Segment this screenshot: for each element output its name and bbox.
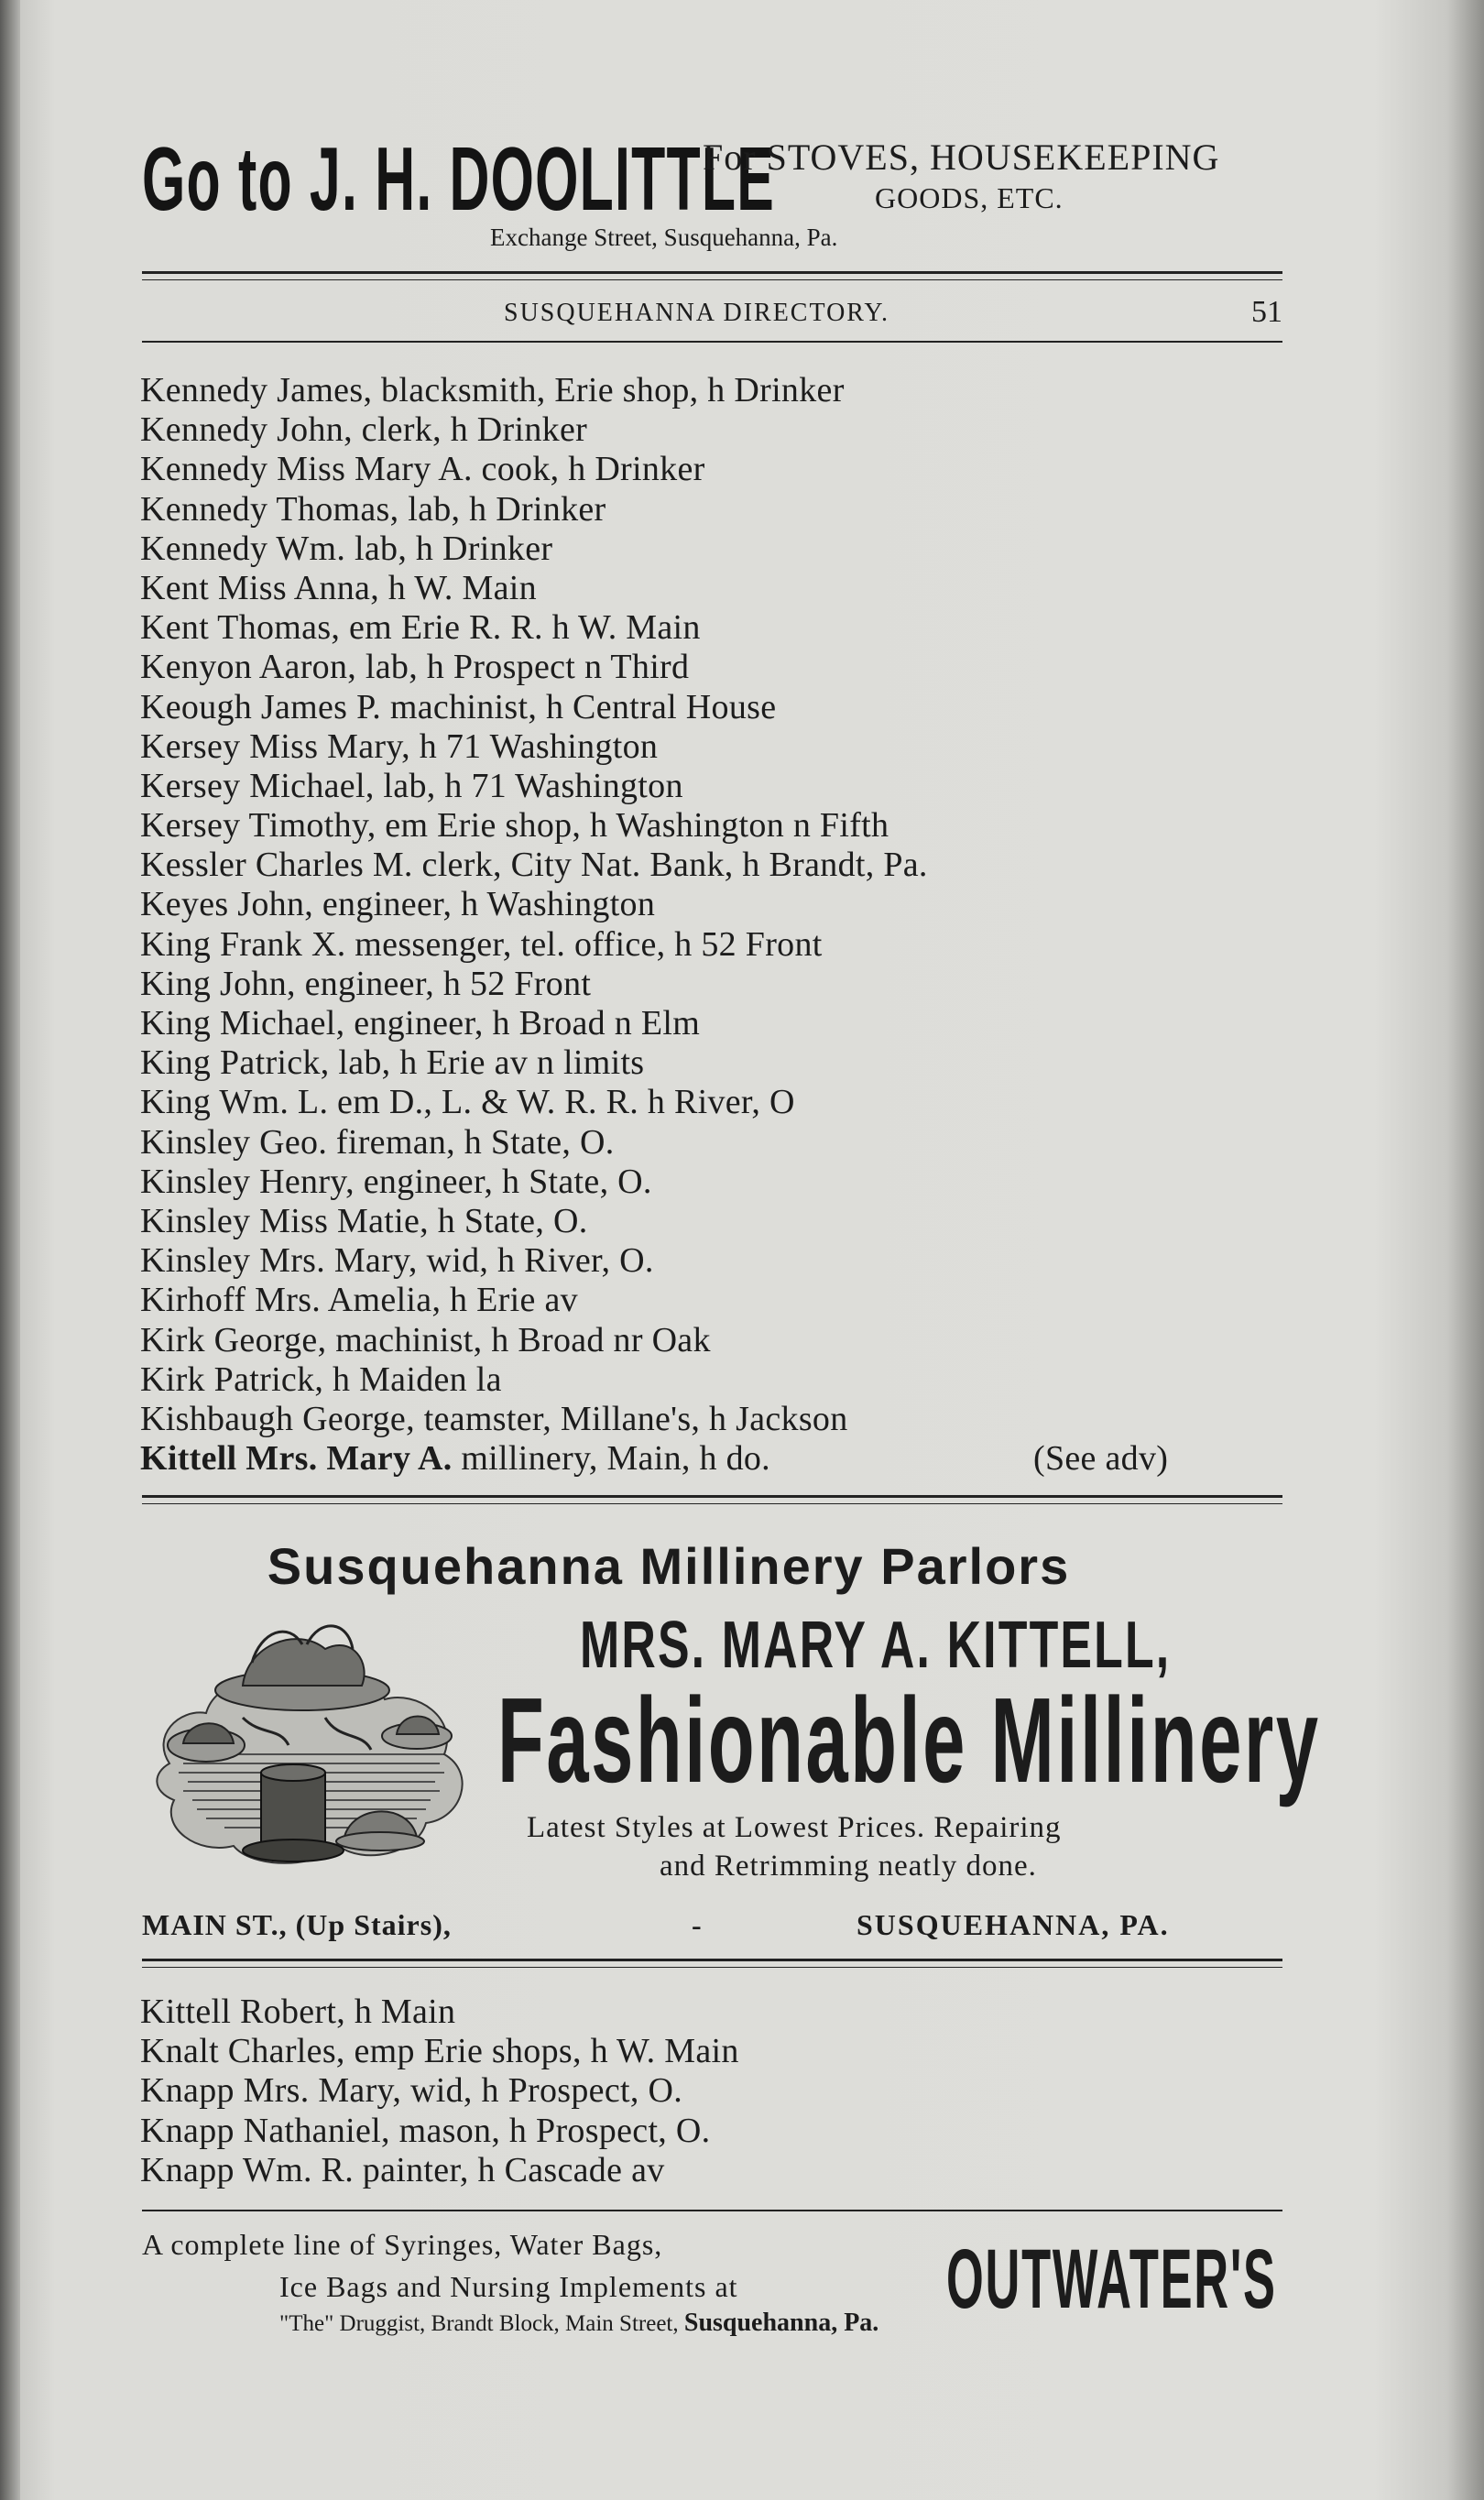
directory-entry: King Patrick, lab, h Erie av n limits [140,1043,645,1083]
kittell-entry-rest: millinery, Main, h do. [452,1439,770,1479]
millinery-address-right: SUSQUEHANNA, PA. [857,1908,1170,1941]
directory-entry: Knapp Nathaniel, mason, h Prospect, O. [140,2111,711,2150]
outwater-advertisement [142,2215,1282,2353]
doolittle-advertisement [142,128,1287,266]
directory-entry: Kennedy John, clerk, h Drinker [140,410,588,450]
top-rule-thin [142,279,1282,280]
outwater-line-2: Ice Bags and Nursing Implements at [279,2270,738,2303]
mid-ad-rule-bottom-thick [142,1959,1282,1961]
millinery-proprietor: MRS. MARY A. KITTELL, [580,1609,1172,1682]
directory-title: SUSQUEHANNA DIRECTORY. [504,299,890,327]
mid-ad-rule-top-thick [142,1495,1282,1498]
doolittle-for-line-2: GOODS, ETC. [875,181,1064,214]
directory-entry: King Frank X. messenger, tel. office, h 52 Front [140,924,823,964]
directory-entry: Kinsley Geo. fireman, h State, O. [140,1122,615,1162]
outwater-town: Susquehanna, Pa. [683,2309,879,2337]
doolittle-address: Exchange Street, Susquehanna, Pa. [490,224,838,251]
directory-entry: Knalt Charles, emp Erie shops, h W. Main [140,2032,739,2071]
see-adv-note: (See adv) [1033,1439,1169,1479]
outwater-address: "The" Druggist, Brandt Block, Main Street, [279,2311,679,2336]
directory-entry: Kennedy Thomas, lab, h Drinker [140,489,606,529]
directory-entry: Knapp Mrs. Mary, wid, h Prospect, O. [140,2071,682,2111]
directory-entry: Kersey Timothy, em Erie shop, h Washington n Fifth [140,806,889,846]
directory-entry: Kinsley Miss Matie, h State, O. [140,1201,588,1240]
directory-entry: Kirk Patrick, h Maiden la [140,1359,502,1399]
directory-entry: Kersey Michael, lab, h 71 Washington [140,766,683,805]
directory-entry: Keyes John, engineer, h Washington [140,885,656,924]
running-header [142,295,1282,335]
directory-entry: Kishbaugh George, teamster, Millane's, h Jackson [140,1399,848,1438]
directory-entry: Kirhoff Mrs. Amelia, h Erie av [140,1281,578,1320]
millinery-heading: Susquehanna Millinery Parlors [267,1537,1071,1595]
mid-ad-rule-bottom-thin [142,1967,1282,1968]
directory-entry: Kennedy James, blacksmith, Erie shop, h Drinker [140,371,845,409]
directory-entry: Kittell Robert, h Main [140,1992,456,2031]
directory-entry: Knapp Wm. R. painter, h Cascade av [140,2150,665,2189]
kittell-entry [140,1439,1294,1479]
millinery-line-1: Latest Styles at Lowest Prices. Repairing [527,1811,1062,1844]
directory-entry: Keough James P. machinist, h Central House [140,687,777,726]
directory-entry: Kennedy Wm. lab, h Drinker [140,529,553,568]
directory-entry: Kent Miss Anna, h W. Main [140,568,537,607]
millinery-address-left: MAIN ST., (Up Stairs), [142,1908,452,1941]
millinery-tagline: Fashionable Millinery [497,1673,1321,1807]
directory-entry: Kent Thomas, em Erie R. R. h W. Main [140,608,701,648]
doolittle-headline: Go to J. H. DOOLITTLE [142,128,775,229]
directory-entry: Kinsley Henry, engineer, h State, O. [140,1162,652,1201]
bottom-ad-rule [142,2210,1282,2211]
outwater-line-3 [279,2309,878,2338]
millinery-advertisement [142,1516,1321,1947]
directory-entry: King John, engineer, h 52 Front [140,964,592,1003]
outwater-line-1: A complete line of Syringes, Water Bags, [142,2228,663,2261]
kittell-entry-name: Kittell Mrs. Mary A. [140,1439,453,1479]
doolittle-for-line-1: For STOVES, HOUSEKEEPING [703,136,1220,178]
directory-entry: Kinsley Mrs. Mary, wid, h River, O. [140,1241,654,1281]
directory-entry: Kennedy Miss Mary A. cook, h Drinker [140,450,705,489]
hats-illustration-icon [142,1608,481,1873]
directory-entry: King Michael, engineer, h Broad n Elm [140,1004,701,1043]
millinery-dash: - [692,1908,702,1941]
entries-list-1 [140,371,1294,1479]
directory-entry: Kirk George, machinist, h Broad nr Oak [140,1320,711,1359]
binding-shadow [0,0,20,2500]
outwater-brand: OUTWATER'S [946,2233,1277,2326]
directory-entry: King Wm. L. em D., L. & W. R. R. h River, O [140,1083,795,1122]
directory-entry: Kenyon Aaron, lab, h Prospect n Third [140,648,690,687]
mid-ad-rule-top-thin [142,1503,1282,1504]
header-rule [142,341,1282,343]
directory-entry: Kessler Charles M. clerk, City Nat. Bank, h Brandt, Pa. [140,846,928,885]
page-number: 51 [1251,295,1282,329]
top-rule-thick [142,271,1282,274]
millinery-line-2: and Retrimming neatly done. [660,1850,1037,1883]
entries-list-2 [140,1992,1294,2190]
directory-entry: Kersey Miss Mary, h 71 Washington [140,726,659,766]
